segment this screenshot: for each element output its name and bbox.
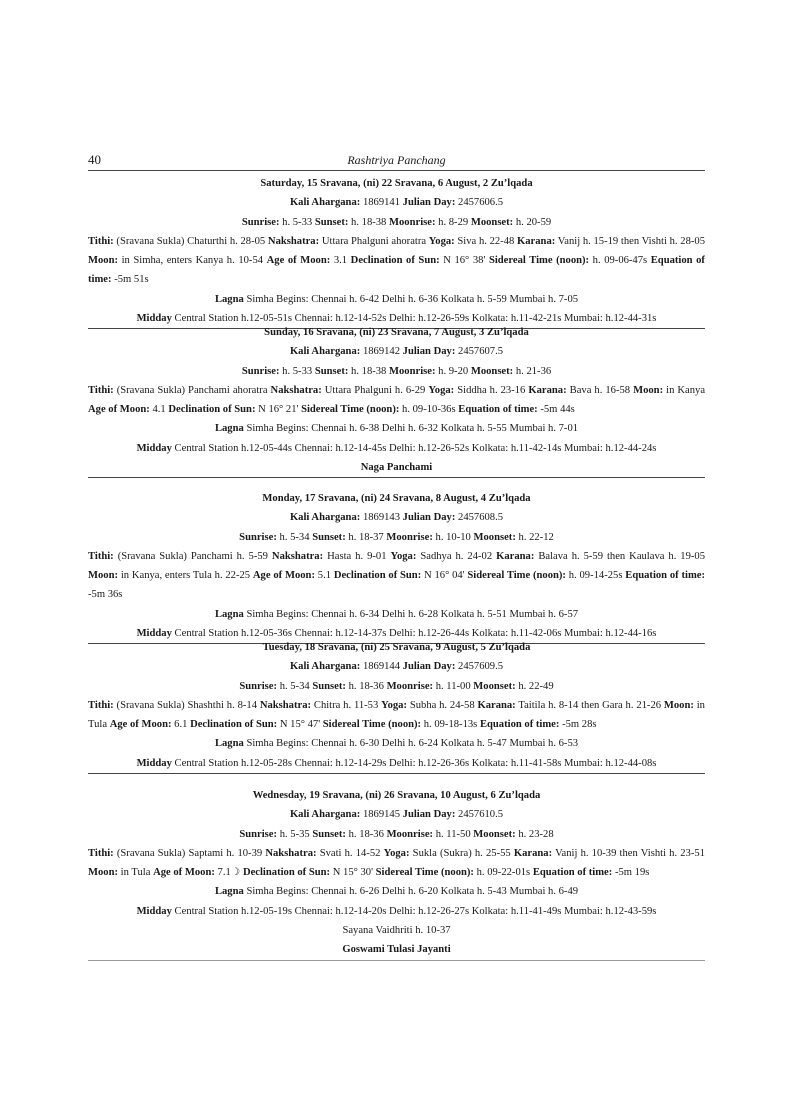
midday-value: Central Station h.12-05-44s Chennai: h.12-14-45s Delhi: h.12-26-52s Kolkata: h.11-42-14s Mumbai: h.12-44-24s bbox=[174, 442, 657, 454]
kali-julian-line bbox=[88, 342, 705, 361]
karana-label: Karana: bbox=[513, 847, 553, 859]
declination-of-sun-label: Declination of Sun: bbox=[242, 867, 331, 879]
age-of-moon-label: Age of Moon: bbox=[153, 867, 215, 879]
day-entry bbox=[88, 786, 705, 961]
yoga-label: Yoga: bbox=[383, 847, 410, 859]
julian-value: 2457607.5 bbox=[458, 346, 504, 358]
page-number: 40 bbox=[88, 152, 101, 167]
nakshatra-label: Nakshatra: bbox=[270, 384, 322, 396]
karana-value: Vanij h. 10-39 then Vishti h. 23-51 bbox=[555, 847, 705, 859]
midday-label: Midday bbox=[136, 905, 172, 917]
lagna-label: Lagna bbox=[214, 423, 244, 435]
rise-set-line bbox=[88, 825, 705, 844]
kali-value: 1869143 bbox=[362, 512, 401, 524]
kali-julian-line bbox=[88, 657, 705, 676]
sunrise-label: Sunrise: bbox=[239, 531, 277, 543]
equation-of-time-label: Equation of time: bbox=[532, 867, 613, 879]
lagna-label: Lagna bbox=[214, 738, 244, 750]
age-of-moon-label: Age of Moon: bbox=[109, 719, 172, 731]
karana-value: Bava h. 16-58 bbox=[569, 384, 631, 396]
age-of-moon-label: Age of Moon: bbox=[266, 255, 331, 267]
sunrise-value: h. 5-34 bbox=[279, 531, 310, 543]
lagna-value: Simha Begins: Chennai h. 6-34 Delhi h. 6-28 Kolkata h. 5-51 Mumbai h. 6-57 bbox=[246, 608, 579, 620]
karana-label: Karana: bbox=[517, 235, 556, 247]
nakshatra-value: Svati h. 14-52 bbox=[319, 847, 381, 859]
sunrise-value: h. 5-34 bbox=[279, 680, 310, 692]
tithi-label: Tithi: bbox=[88, 235, 114, 247]
midday-value: Central Station h.12-05-51s Chennai: h.12-14-52s Delhi: h.12-26-59s Kolkata: h.11-42-21s Mumbai: h.12-44-31s bbox=[174, 313, 657, 325]
declination-of-sun-value: N 16° 21' bbox=[258, 404, 299, 416]
kali-value: 1869141 bbox=[362, 197, 401, 209]
karana-value: Vanij h. 15-19 then Vishti h. 28-05 bbox=[557, 235, 705, 247]
day-heading-text: Monday, 17 Sravana, (ni) 24 Sravana, 8 August, 4 Zu’lqada bbox=[262, 493, 531, 504]
sunset-label: Sunset: bbox=[312, 680, 346, 692]
moon-label: Moon: bbox=[88, 867, 119, 879]
rise-set-line bbox=[88, 677, 705, 696]
moonset-value: h. 20-59 bbox=[515, 216, 552, 228]
kali-label: Kali Ahargana: bbox=[289, 661, 361, 673]
sidereal-time-value: h. 09-22-01s bbox=[476, 867, 531, 879]
moonrise-label: Moonrise: bbox=[386, 828, 434, 840]
lagna-value: Simha Begins: Chennai h. 6-42 Delhi h. 6-36 Kolkata h. 5-59 Mumbai h. 7-05 bbox=[246, 293, 579, 305]
age-of-moon-value: 5.1 bbox=[317, 570, 332, 582]
age-of-moon-value: 7.1☽ bbox=[217, 867, 241, 879]
rise-set-line bbox=[88, 528, 705, 547]
sunset-value: h. 18-36 bbox=[348, 680, 384, 692]
midday-line bbox=[88, 754, 705, 773]
nakshatra-label: Nakshatra: bbox=[267, 235, 320, 247]
moonrise-value: h. 10-10 bbox=[435, 531, 471, 543]
lagna-label: Lagna bbox=[214, 608, 244, 620]
yoga-label: Yoga: bbox=[428, 235, 455, 247]
equation-of-time-value: -5m 19s bbox=[614, 867, 650, 879]
lagna-value: Simha Begins: Chennai h. 6-30 Delhi h. 6-24 Kolkata h. 5-47 Mumbai h. 6-53 bbox=[246, 738, 579, 750]
festival-text: Naga Panchami bbox=[360, 462, 433, 474]
tithi-value: (Sravana Sukla) Shashthi h. 8-14 bbox=[116, 699, 257, 711]
moonset-label: Moonset: bbox=[473, 680, 516, 692]
age-of-moon-value: 4.1 bbox=[152, 404, 166, 416]
sidereal-time-label: Sidereal Time (noon): bbox=[488, 255, 590, 267]
day-heading-text: Tuesday, 18 Sravana, (ni) 25 Sravana, 9 August, 5 Zu’lqada bbox=[262, 642, 531, 653]
moonrise-label: Moonrise: bbox=[386, 680, 434, 692]
festival-text: Sayana Vaidhriti h. 10-37 bbox=[342, 925, 451, 937]
running-title: Rashtriya Panchang bbox=[347, 153, 446, 167]
julian-value: 2457606.5 bbox=[458, 197, 504, 209]
moon-label: Moon: bbox=[663, 699, 694, 711]
moonset-label: Moonset: bbox=[473, 828, 516, 840]
age-of-moon-value: 3.1 bbox=[333, 255, 348, 267]
nakshatra-value: Hasta h. 9-01 bbox=[327, 550, 387, 562]
equation-of-time-value: -5m 51s bbox=[114, 274, 149, 286]
equation-of-time-value: -5m 36s bbox=[88, 589, 123, 601]
festival-line bbox=[88, 458, 705, 477]
equation-of-time-label: Equation of time: bbox=[625, 570, 705, 582]
lagna-value: Simha Begins: Chennai h. 6-38 Delhi h. 6-32 Kolkata h. 5-55 Mumbai h. 7-01 bbox=[246, 423, 579, 435]
lagna-line bbox=[88, 290, 705, 309]
day-entry bbox=[88, 323, 705, 478]
sidereal-time-label: Sidereal Time (noon): bbox=[467, 570, 566, 582]
moonset-value: h. 21-36 bbox=[515, 365, 552, 377]
age-of-moon-value: 6.1 bbox=[174, 719, 188, 731]
equation-of-time-label: Equation of time: bbox=[458, 404, 538, 416]
sunrise-label: Sunrise: bbox=[241, 216, 280, 228]
karana-value: Balava h. 5-59 then Kaulava h. 19-05 bbox=[538, 550, 706, 562]
panchang-details bbox=[88, 844, 705, 883]
sidereal-time-value: h. 09-18-13s bbox=[423, 719, 478, 731]
nakshatra-value: Uttara Phalguni h. 6-29 bbox=[324, 384, 426, 396]
panchang-details bbox=[88, 381, 705, 420]
moon-label: Moon: bbox=[88, 255, 119, 267]
kali-label: Kali Ahargana: bbox=[289, 346, 361, 358]
sidereal-time-label: Sidereal Time (noon): bbox=[322, 719, 422, 731]
day-heading bbox=[88, 489, 705, 508]
equation-of-time-value: -5m 44s bbox=[540, 404, 575, 416]
moonrise-value: h. 11-50 bbox=[435, 828, 471, 840]
karana-label: Karana: bbox=[496, 550, 535, 562]
sunrise-label: Sunrise: bbox=[239, 680, 278, 692]
midday-label: Midday bbox=[136, 628, 172, 640]
kali-julian-line bbox=[88, 193, 705, 212]
nakshatra-label: Nakshatra: bbox=[265, 847, 317, 859]
declination-of-sun-label: Declination of Sun: bbox=[190, 719, 278, 731]
sidereal-time-label: Sidereal Time (noon): bbox=[375, 867, 474, 879]
moonset-value: h. 22-49 bbox=[518, 680, 554, 692]
day-entry bbox=[88, 638, 705, 774]
tithi-label: Tithi: bbox=[88, 699, 114, 711]
nakshatra-value: Uttara Phalguni ahoratra bbox=[321, 235, 427, 247]
day-heading bbox=[88, 638, 705, 657]
tithi-label: Tithi: bbox=[88, 550, 114, 562]
sunset-label: Sunset: bbox=[312, 828, 346, 840]
sunset-value: h. 18-38 bbox=[351, 365, 387, 377]
midday-line bbox=[88, 439, 705, 458]
moonrise-label: Moonrise: bbox=[386, 531, 433, 543]
rise-set-line bbox=[88, 213, 705, 232]
sunrise-value: h. 5-33 bbox=[282, 216, 313, 228]
tithi-value: (Sravana Sukla) Saptami h. 10-39 bbox=[116, 847, 263, 859]
midday-label: Midday bbox=[136, 757, 172, 769]
kali-label: Kali Ahargana: bbox=[289, 197, 361, 209]
yoga-value: Subha h. 24-58 bbox=[409, 699, 475, 711]
rise-set-line bbox=[88, 362, 705, 381]
moon-label: Moon: bbox=[88, 570, 119, 582]
day-heading-text: Sunday, 16 Sravana, (ni) 23 Sravana, 7 August, 3 Zu’lqada bbox=[264, 327, 529, 338]
karana-label: Karana: bbox=[528, 384, 567, 396]
declination-of-sun-label: Declination of Sun: bbox=[168, 404, 256, 416]
day-heading-text: Wednesday, 19 Sravana, (ni) 26 Sravana, 10 August, 6 Zu’lqada bbox=[252, 790, 541, 801]
sidereal-time-value: h. 09-10-36s bbox=[402, 404, 456, 416]
moon-label: Moon: bbox=[633, 384, 664, 396]
yoga-value: Siva h. 22-48 bbox=[457, 235, 515, 247]
sunset-label: Sunset: bbox=[312, 531, 346, 543]
day-heading-text: Saturday, 15 Sravana, (ni) 22 Sravana, 6 August, 2 Zu’lqada bbox=[260, 178, 533, 189]
sidereal-time-value: h. 09-06-47s bbox=[592, 255, 648, 267]
equation-of-time-label: Equation of time: bbox=[479, 719, 560, 731]
age-of-moon-label: Age of Moon: bbox=[88, 404, 150, 416]
lagna-line bbox=[88, 882, 705, 901]
julian-label: Julian Day: bbox=[402, 197, 456, 209]
day-heading bbox=[88, 174, 705, 193]
festival-line bbox=[88, 921, 705, 940]
moonrise-value: h. 8-29 bbox=[438, 216, 469, 228]
yoga-label: Yoga: bbox=[428, 384, 455, 396]
yoga-label: Yoga: bbox=[381, 699, 407, 711]
declination-of-sun-value: N 15° 47' bbox=[279, 719, 321, 731]
sidereal-time-label: Sidereal Time (noon): bbox=[301, 404, 400, 416]
julian-value: 2457610.5 bbox=[458, 809, 504, 821]
moon-value: in Kanya, enters Tula h. 22-25 bbox=[120, 570, 251, 582]
lagna-value: Simha Begins: Chennai h. 6-26 Delhi h. 6-20 Kolkata h. 5-43 Mumbai h. 6-49 bbox=[246, 886, 579, 898]
moonrise-value: h. 11-00 bbox=[435, 680, 471, 692]
midday-value: Central Station h.12-05-36s Chennai: h.12-14-37s Delhi: h.12-26-44s Kolkata: h.11-42-06s Mumbai: h.12-44-16s bbox=[174, 628, 657, 640]
declination-of-sun-label: Declination of Sun: bbox=[333, 570, 422, 582]
midday-label: Midday bbox=[136, 442, 172, 454]
festival-text: Goswami Tulasi Jayanti bbox=[342, 944, 451, 956]
midday-value: Central Station h.12-05-19s Chennai: h.12-14-20s Delhi: h.12-26-27s Kolkata: h.11-41-49s Mumbai: h.12-43-59s bbox=[174, 905, 657, 917]
panchang-details bbox=[88, 547, 705, 605]
moon-value: in Tula bbox=[120, 867, 151, 879]
lagna-line bbox=[88, 605, 705, 624]
julian-label: Julian Day: bbox=[402, 512, 456, 524]
sunrise-value: h. 5-33 bbox=[282, 365, 313, 377]
kali-label: Kali Ahargana: bbox=[289, 512, 361, 524]
day-entry bbox=[88, 174, 705, 329]
tithi-value: (Sravana Sukla) Panchami h. 5-59 bbox=[117, 550, 268, 562]
moon-value: in Kanya bbox=[666, 384, 706, 396]
karana-label: Karana: bbox=[477, 699, 516, 711]
panchang-details bbox=[88, 696, 705, 735]
yoga-label: Yoga: bbox=[390, 550, 417, 562]
yoga-value: Sukla (Sukra) h. 25-55 bbox=[412, 847, 511, 859]
nakshatra-label: Nakshatra: bbox=[271, 550, 324, 562]
lagna-label: Lagna bbox=[214, 886, 244, 898]
lagna-line bbox=[88, 419, 705, 438]
midday-line bbox=[88, 902, 705, 921]
festival-line bbox=[88, 940, 705, 959]
day-heading bbox=[88, 786, 705, 805]
julian-value: 2457608.5 bbox=[458, 512, 504, 524]
equation-of-time-label: Equation of time: bbox=[88, 255, 705, 286]
panchang-details bbox=[88, 232, 705, 290]
yoga-value: Sadhya h. 24-02 bbox=[420, 550, 493, 562]
julian-label: Julian Day: bbox=[402, 809, 456, 821]
declination-of-sun-value: N 16° 04' bbox=[424, 570, 465, 582]
declination-of-sun-value: N 16° 38' bbox=[443, 255, 486, 267]
kali-value: 1869144 bbox=[362, 661, 401, 673]
lagna-label: Lagna bbox=[214, 293, 244, 305]
tithi-value: (Sravana Sukla) Panchami ahoratra bbox=[116, 384, 268, 396]
sunset-value: h. 18-37 bbox=[348, 531, 384, 543]
tithi-value: (Sravana Sukla) Chaturthi h. 28-05 bbox=[116, 235, 266, 247]
moonrise-label: Moonrise: bbox=[389, 365, 436, 377]
sunset-label: Sunset: bbox=[314, 216, 349, 228]
midday-value: Central Station h.12-05-28s Chennai: h.12-14-29s Delhi: h.12-26-36s Kolkata: h.11-41-58s Mumbai: h.12-44-08s bbox=[174, 757, 657, 769]
moonrise-label: Moonrise: bbox=[389, 216, 436, 228]
nakshatra-value: Chitra h. 11-53 bbox=[313, 699, 379, 711]
moon-value: in Tula bbox=[88, 699, 705, 731]
sunset-label: Sunset: bbox=[314, 365, 349, 377]
kali-julian-line bbox=[88, 805, 705, 824]
moonset-label: Moonset: bbox=[470, 216, 514, 228]
tithi-label: Tithi: bbox=[88, 847, 114, 859]
moonrise-value: h. 9-20 bbox=[438, 365, 469, 377]
sunrise-value: h. 5-35 bbox=[279, 828, 310, 840]
age-of-moon-label: Age of Moon: bbox=[252, 570, 315, 582]
day-heading bbox=[88, 323, 705, 342]
lagna-line bbox=[88, 734, 705, 753]
tithi-label: Tithi: bbox=[88, 384, 114, 396]
yoga-value: Siddha h. 23-16 bbox=[457, 384, 526, 396]
karana-value: Taitila h. 8-14 then Gara h. 21-26 bbox=[518, 699, 662, 711]
julian-label: Julian Day: bbox=[402, 346, 456, 358]
moonset-label: Moonset: bbox=[470, 365, 514, 377]
declination-of-sun-value: N 15° 30' bbox=[332, 867, 373, 879]
midday-label: Midday bbox=[136, 313, 172, 325]
julian-value: 2457609.5 bbox=[458, 661, 504, 673]
moon-value: in Simha, enters Kanya h. 10-54 bbox=[121, 255, 264, 267]
page-header bbox=[88, 152, 705, 171]
sidereal-time-value: h. 09-14-25s bbox=[568, 570, 623, 582]
julian-label: Julian Day: bbox=[402, 661, 456, 673]
day-entry bbox=[88, 489, 705, 644]
nakshatra-label: Nakshatra: bbox=[259, 699, 312, 711]
sunset-value: h. 18-38 bbox=[351, 216, 387, 228]
moonset-value: h. 23-28 bbox=[518, 828, 554, 840]
declination-of-sun-label: Declination of Sun: bbox=[350, 255, 440, 267]
kali-value: 1869145 bbox=[362, 809, 401, 821]
sunset-value: h. 18-36 bbox=[348, 828, 384, 840]
equation-of-time-value: -5m 28s bbox=[562, 719, 597, 731]
kali-julian-line bbox=[88, 508, 705, 527]
kali-value: 1869142 bbox=[362, 346, 401, 358]
moonset-label: Moonset: bbox=[473, 531, 516, 543]
sunrise-label: Sunrise: bbox=[239, 828, 278, 840]
kali-label: Kali Ahargana: bbox=[289, 809, 361, 821]
moonset-value: h. 22-12 bbox=[518, 531, 554, 543]
sunrise-label: Sunrise: bbox=[241, 365, 280, 377]
